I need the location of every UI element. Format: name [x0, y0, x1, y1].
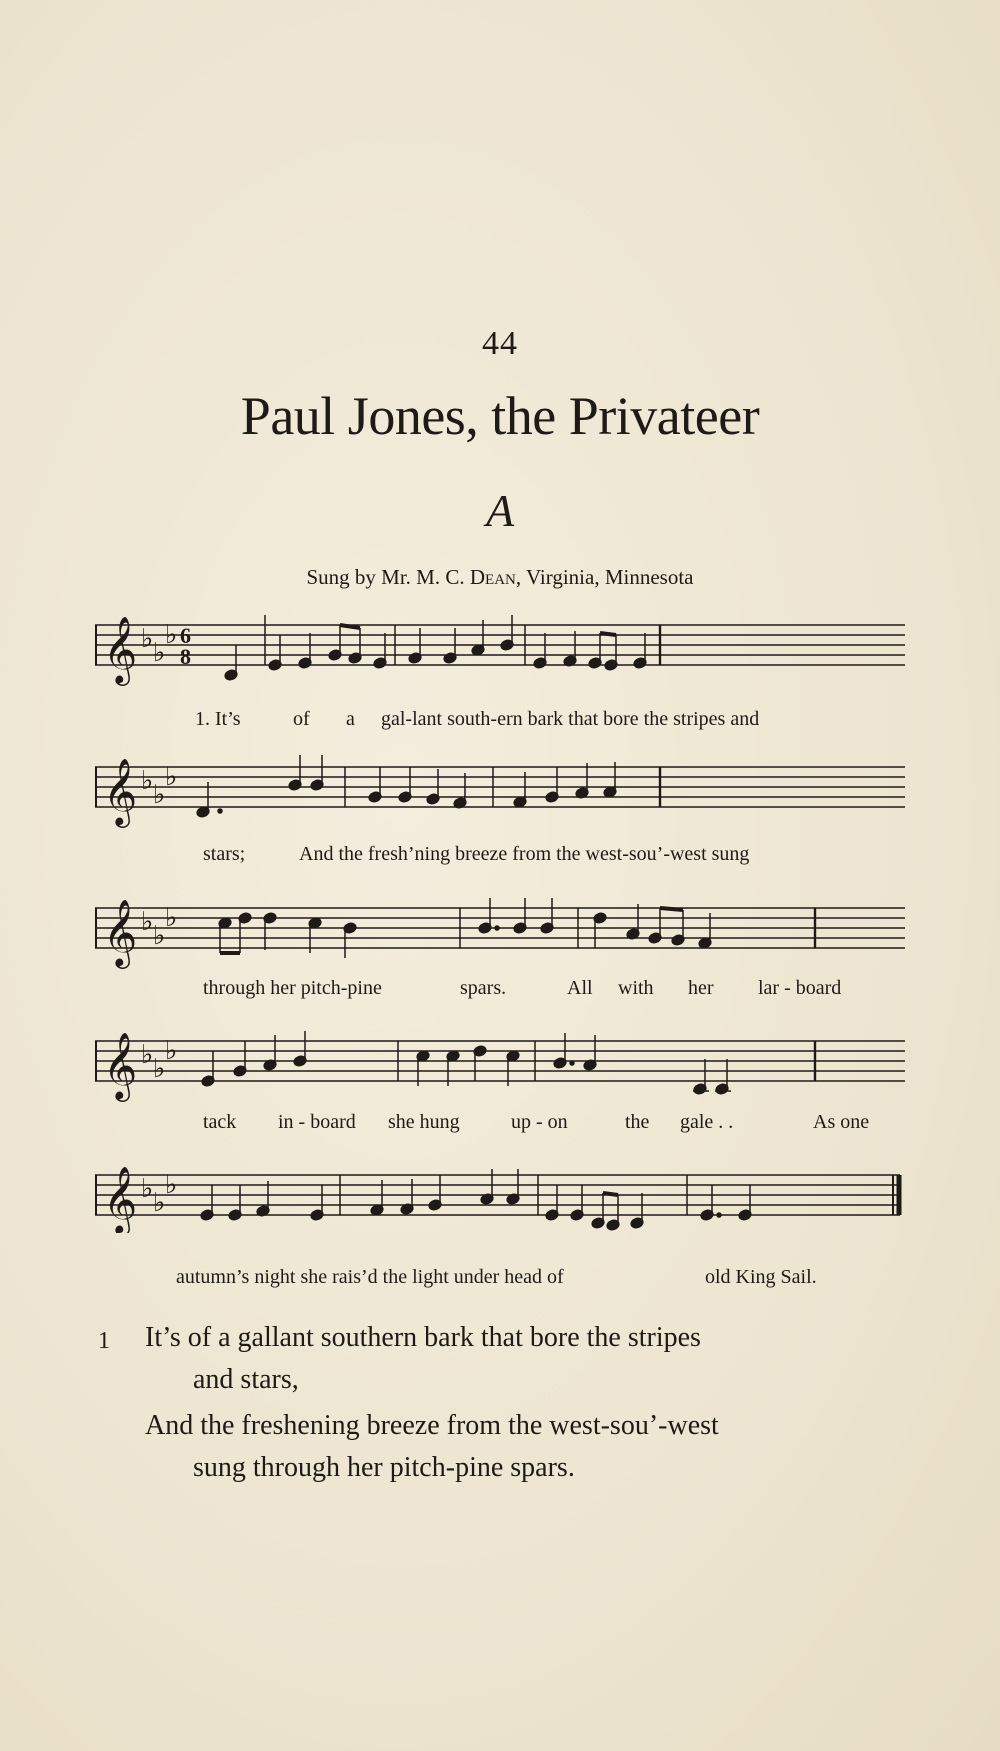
staff-lines — [95, 908, 905, 948]
svg-text:♭: ♭ — [141, 1174, 154, 1204]
lyric-syllable: with — [618, 977, 654, 999]
notes-staff-5 — [200, 1169, 899, 1231]
svg-text:♭: ♭ — [165, 1036, 178, 1066]
attribution-prefix: Sung by Mr. M. C. — [306, 565, 465, 589]
key-signature-flats — [141, 620, 177, 668]
bleed-through-text — [220, 130, 820, 316]
staff-lines — [95, 625, 905, 665]
music-staff-5 — [95, 1133, 910, 1233]
svg-text:♭: ♭ — [165, 903, 178, 933]
attribution — [0, 565, 1000, 590]
lyric-syllable: gal-lant south-ern bark that bore the stripes and — [381, 708, 760, 730]
lyric-syllable: 1. It’s — [195, 708, 241, 730]
treble-clef-icon: 𝄞 — [103, 757, 138, 825]
verse-line-1: It’s of a gallant southern bark that bore the stripes — [145, 1322, 701, 1353]
music-staff-1 — [95, 603, 910, 703]
lyric-syllable: tack — [203, 1111, 237, 1133]
lyric-syllable: up - on — [511, 1111, 568, 1133]
verse-number: 1 — [98, 1328, 110, 1354]
song-title: Paul Jones, the Privateer — [240, 386, 760, 446]
lyric-syllable: her — [688, 977, 714, 999]
staff-lines — [95, 1175, 900, 1215]
lyric-syllable: autumn’s night she rais’d the light under head of — [176, 1266, 564, 1288]
lyric-syllable: old King Sail. — [705, 1266, 817, 1288]
treble-clef-icon: 𝄞 — [103, 1165, 138, 1233]
verse-line-3: And the freshening breeze from the west-sou’-west — [145, 1410, 719, 1441]
svg-text:♭: ♭ — [165, 762, 178, 792]
verse-line-2: and stars, — [193, 1364, 299, 1395]
lyric-syllable: lar - board — [758, 977, 842, 999]
svg-text:♭: ♭ — [141, 624, 154, 654]
time-signature-top: 6 — [180, 623, 191, 648]
lyric-syllable: gale . . — [680, 1111, 734, 1133]
lyric-syllable: a — [346, 708, 355, 730]
svg-text:♭: ♭ — [153, 1054, 166, 1084]
key-signature-flats — [141, 762, 177, 810]
page-number: 44 — [482, 325, 518, 362]
lyric-syllable: As one — [813, 1111, 870, 1133]
key-signature-flats — [141, 903, 177, 951]
treble-clef-icon: 𝄞 — [103, 898, 138, 966]
lyric-syllable: All — [567, 977, 593, 999]
time-signature-bottom: 8 — [180, 644, 191, 669]
svg-text:♭: ♭ — [153, 921, 166, 951]
svg-text:♭: ♭ — [153, 638, 166, 668]
attribution-surname: Dean — [469, 565, 516, 589]
svg-text:♭: ♭ — [153, 1188, 166, 1218]
svg-text:♭: ♭ — [141, 1040, 154, 1070]
lyric-syllable: through her pitch-pine — [203, 977, 382, 999]
svg-text:♭: ♭ — [165, 620, 178, 650]
key-signature-flats — [141, 1170, 177, 1218]
music-staff-3 — [95, 870, 910, 970]
staff-lines — [95, 767, 905, 807]
verse-line-4: sung through her pitch-pine spars. — [193, 1452, 575, 1483]
lyric-syllable: spars. — [460, 977, 507, 999]
lyric-syllable: And the fresh’ning breeze from the west-sou’-west sung — [299, 843, 750, 865]
svg-text:♭: ♭ — [141, 907, 154, 937]
attribution-suffix: , Virginia, Minnesota — [515, 565, 694, 589]
staff-lines — [95, 1041, 905, 1081]
version-letter: A — [485, 485, 515, 536]
treble-clef-icon: 𝄞 — [103, 1031, 138, 1099]
svg-text:♭: ♭ — [165, 1170, 178, 1200]
treble-clef-icon: 𝄞 — [103, 615, 138, 683]
lyric-syllable: she hung — [388, 1111, 460, 1133]
lyric-syllable: the — [625, 1111, 650, 1133]
lyric-syllable: stars; — [203, 843, 246, 865]
music-staff-2 — [95, 735, 910, 835]
music-staff-4 — [95, 1003, 910, 1103]
lyric-syllable: of — [293, 708, 310, 730]
svg-text:♭: ♭ — [153, 780, 166, 810]
lyric-syllable: in - board — [278, 1111, 356, 1133]
key-signature-flats — [141, 1036, 177, 1084]
svg-text:♭: ♭ — [141, 766, 154, 796]
